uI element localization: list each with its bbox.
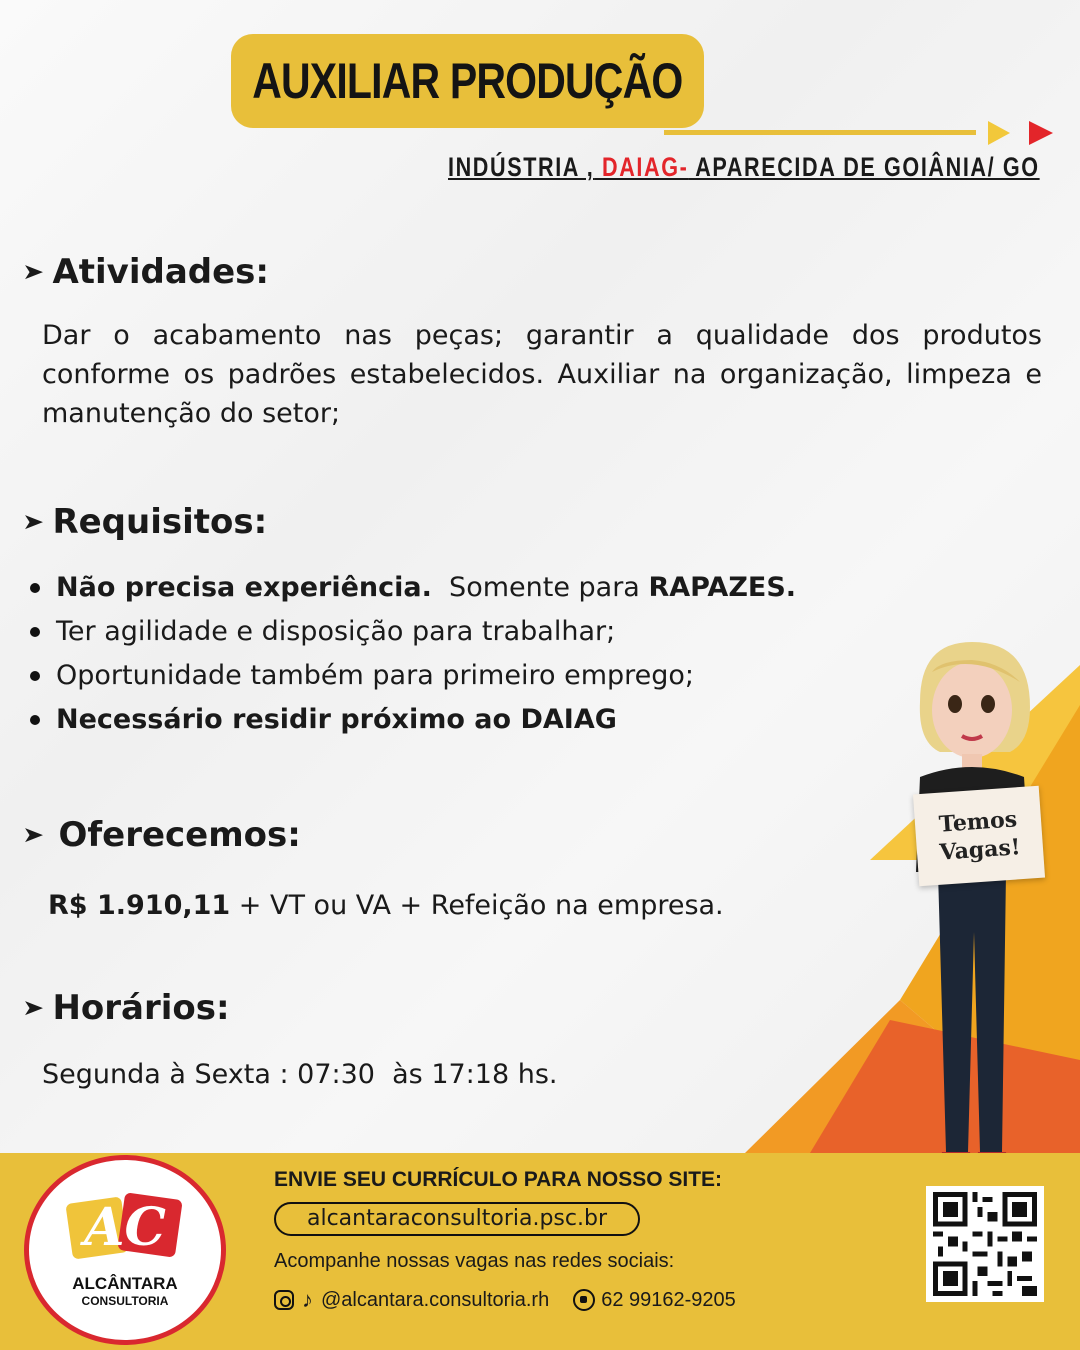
bullet-icon bbox=[30, 627, 40, 637]
instagram-icon[interactable] bbox=[274, 1290, 294, 1310]
req-no-experience: Não precisa experiência. bbox=[56, 572, 432, 603]
requisitos-list bbox=[24, 566, 796, 742]
bullet-icon bbox=[30, 715, 40, 725]
social-links bbox=[274, 1287, 736, 1313]
bullet-icon bbox=[30, 583, 40, 593]
company-logo bbox=[24, 1155, 226, 1345]
play-triangle-red-icon bbox=[1029, 121, 1053, 145]
horarios-heading-label: Horários: bbox=[52, 988, 230, 1028]
character-illustration bbox=[880, 632, 1060, 1192]
list-item bbox=[24, 698, 796, 742]
follow-label: Acompanhe nossas vagas nas redes sociais: bbox=[274, 1250, 675, 1272]
oferecemos-text bbox=[48, 890, 724, 921]
sign-line-1: Temos bbox=[938, 806, 1018, 838]
list-item bbox=[24, 566, 796, 610]
horarios-heading bbox=[24, 988, 230, 1028]
atividades-heading bbox=[24, 252, 269, 292]
subtitle-company: DAIAG- bbox=[594, 152, 689, 182]
benefits-text: + VT ou VA + Refeição na empresa. bbox=[230, 890, 724, 921]
salary-value: R$ 1.910,11 bbox=[48, 890, 231, 921]
whatsapp-icon bbox=[573, 1289, 595, 1311]
req-residence: Necessário residir próximo ao DAIAG bbox=[56, 704, 617, 735]
send-cv-label: ENVIE SEU CURRÍCULO PARA NOSSO SITE: bbox=[274, 1168, 723, 1191]
job-location-subtitle bbox=[448, 152, 1040, 183]
page-title: AUXILIAR PRODUÇÃO bbox=[252, 53, 683, 109]
puzzle-logo-icon bbox=[69, 1192, 181, 1264]
req-first-job: Oportunidade também para primeiro emprego; bbox=[56, 660, 695, 691]
play-triangle-yellow-icon bbox=[988, 121, 1010, 145]
decorative-line bbox=[664, 130, 976, 135]
list-item bbox=[24, 654, 796, 698]
list-item bbox=[24, 610, 796, 654]
oferecemos-heading bbox=[24, 815, 301, 855]
temos-vagas-sign bbox=[913, 786, 1045, 887]
req-agility: Ter agilidade e disposição para trabalhar; bbox=[56, 616, 616, 647]
title-banner bbox=[231, 34, 704, 128]
requisitos-heading-label: Requisitos: bbox=[52, 502, 268, 542]
atividades-text: Dar o acabamento nas peças; garantir a qualidade dos produtos conforme os padrões estabelecidos. Auxiliar na organização, limpeza e manutenção do setor; bbox=[42, 320, 1042, 429]
sign-line-2: Vagas! bbox=[938, 834, 1022, 866]
requisitos-heading bbox=[24, 502, 267, 542]
arrow-right-icon: ➤ bbox=[22, 259, 45, 285]
bullet-icon bbox=[30, 671, 40, 681]
tiktok-icon[interactable]: ♪ bbox=[302, 1287, 313, 1312]
logo-name: ALCÂNTARA bbox=[72, 1274, 178, 1293]
subtitle-location: APARECIDA DE GOIÂNIA/ GO bbox=[688, 152, 1040, 182]
logo-letters: AC bbox=[84, 1197, 166, 1258]
oferecemos-heading-label: Oferecemos: bbox=[58, 815, 301, 855]
arrow-right-icon: ➤ bbox=[22, 509, 45, 535]
social-handle[interactable]: @alcantara.consultoria.rh bbox=[321, 1288, 550, 1311]
horarios-text: Segunda à Sexta : 07:30 às 17:18 hs. bbox=[42, 1059, 558, 1090]
logo-subtitle: CONSULTORIA bbox=[81, 1294, 169, 1308]
arrow-right-icon: ➤ bbox=[22, 822, 45, 848]
website-link[interactable]: alcantaraconsultoria.psc.br bbox=[274, 1202, 640, 1236]
arrow-right-icon: ➤ bbox=[22, 995, 45, 1021]
subtitle-prefix: INDÚSTRIA , bbox=[448, 152, 595, 182]
req-target: RAPAZES. bbox=[648, 572, 797, 603]
qr-code[interactable] bbox=[926, 1186, 1044, 1302]
req-only-for: Somente para bbox=[431, 572, 649, 603]
atividades-heading-label: Atividades: bbox=[52, 252, 269, 292]
phone-number[interactable]: 62 99162-9205 bbox=[601, 1288, 736, 1311]
